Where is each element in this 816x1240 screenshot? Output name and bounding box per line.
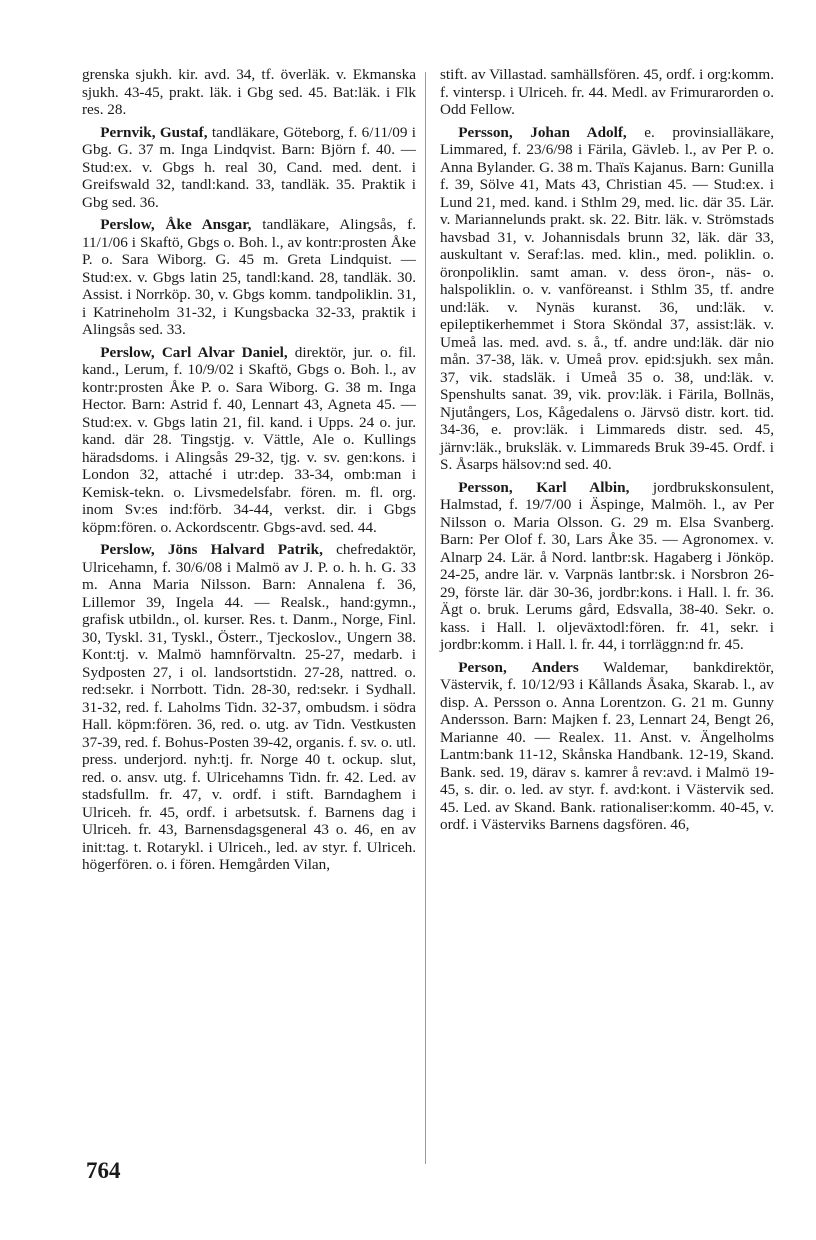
right-column [440,66,774,834]
entry-continued: grenska sjukh. kir. avd. 34, tf. överläk. v. Ekmanska sjukh. 43-45, prakt. läk. i Gbg sed. 45. Bat:läk. i Flk res. 28. [82,66,416,118]
entry-surname: Persson, [458,123,513,141]
entry-perslow-patrik [82,541,416,874]
entry-persson-albin [440,479,774,654]
entry-surname: Person, [458,658,507,676]
entry-surname: Persson, [458,478,513,496]
entry-text: Waldemar, bankdirektör, Västervik, f. 10/12/93 i Kållands Åsaka, Skarab. l., av disp. A. Persson o. Anna Lorentzon. G. 21 m. Gunny Andersson. Barn: Majken f. 23, Lennart 24, Bengt 26, Marianne 40. — Realex. 11. Anst. v. Ängelholms Lantm:bank 11-12, Skånska Handbank. 12-19, Skand. Bank. sed. 19, därav s. kamrer å rev:avd. i Malmö 19-45, s. dir. o. led. av styr. f. avd:kont. i Västervik sed. 45. Led. av Skand. Bank. rationaliser:komm. 40-45, v. ordf. i Västerviks Barnens dagsfören. 46, [440,658,774,833]
entry-text: tandläkare, Alingsås, f. 11/1/06 i Skaftö, Gbgs o. Boh. l., av kontr:prosten Åke P. o. Sara Wiborg. G. 45 m. Greta Lindquist. — Stud:ex. v. Gbgs latin 25, tandl:kand. 28, tandläk. 30. Assist. i Norrköp. 30, v. Gbgs komm. tandpoliklin. 31, i Katrineholm 31-32, i Kungsbacka 32-33, praktik i Alingsås sed. 33. [82,216,416,338]
entry-perslow-ake [82,216,416,339]
entry-text: e. provinsialläkare, Limmared, f. 23/6/98 i Färila, Gävleb. l., av Per P. o. Anna Bylander. G. 38 m. Thaïs Kajanus. Barn: Gunilla f. 39, Sölve 41, Mats 43, Christian 45. — Stud:ex. i Lund 21, med. kand. i Sthlm 29, med. lic. där 35. Lär. v. Mariannelunds prakt. sk. 22. Bitr. läk. v. Strömstads havsbad 31, v. Johannisdals brunn 32, läk. där 33, auskultant v. Seraf:las. med. klin., med. poliklin. o. öronpoliklin. samt aman. v. dess öron-, näs- o. halspoliklin. o. v. vanföreanst. i Sthlm 35, tf. andre und:läk. v. Nynäs kuranst. 36, und:läk. v. epileptikerhemmet i Stora Sköndal 37, assist:läk. v. Umeå las. med. avd. s. å., tf. andre und:läk. där nio mån. 37-38, läk. v. Umeå prov. epid:sjukh. sex mån. 37, vik. stadsläk. i Umeå 35 o. 38, und:läk. v. Spenshults sanat. 39, vik. prov:läk. i Färila, Bollnäs, Njutångers, Los, Kågedalens o. Järvsö distr. kort. tid. 34-36, e. prov:läk. i Limmareds distr. sed. 45, järnv:läk., bruksläk. v. Limmareds Bruk 39-45. Ordf. i S. Åsarps hälsov:nd sed. 40. [440,123,774,473]
entry-given-name: Johan Adolf, [530,123,627,141]
entry-person-anders [440,659,774,834]
entry-perslow-daniel [82,344,416,537]
entry-continued: stift. av Villastad. samhällsfören. 45, ordf. i org:komm. f. vintersp. i Ulriceh. fr. 44. Medl. av Frimurarorden o. Odd Fellow. [440,66,774,118]
entry-given-name: Carl Alvar Daniel, [161,343,288,361]
entry-text: direktör, jur. o. fil. kand., Lerum, f. 10/9/02 i Skaftö, Gbgs o. Boh. l., av kontr:prosten Åke P. o. Sara Wiborg. G. 38 m. Inga Hector. Barn: Astrid f. 40, Lennart 43, Agneta 45. — Stud:ex. v. Gbgs latin 21, fil. kand. i Upps. 24 o. jur. kand. där 28. Tingstjg. v. Vättle, Ale o. Kullings häradsdoms. i Alingsås 29-32, tjg. v. sv. gen:kons. i London 32, attaché i utr:dep. 33-34, omb:man i Kemisk-tekn. o. Livsmedelsfabr. fören. m. fl. org. inom Sv:es ind:förb. 34-44, verkst. dir. i Gbgs köpm:fören. o. Ackordscentr. Gbgs-avd. sed. 44. [82,343,417,536]
entry-given-name: Jöns Halvard Patrik, [167,541,323,558]
page-number: 764 [86,1158,121,1183]
entry-given-name: Anders [531,658,579,676]
entry-given-name: Karl Albin, [536,478,630,496]
entry-text: jordbrukskonsulent, Halmstad, f. 19/7/00 i Äspinge, Malmöh. l., av Per Nilsson o. Maria Olsson. G. 29 m. Elsa Svanberg. Barn: Per Olof f. 30, Lars Åke 35. — Agronomex. v. Alnarp 24. Lär. å Nord. lantbr:sk. Hagaberg i Jönköp. 24-25, andre lär. v. Varpnäs lantbr:sk. i Norsbron 26-29, förste lär. där 30-36, jordbr:kons. i Hall. l. fr. 36. Ägt o. bruk. Lerums gård, Edsvalla, 38-40. Sekr. o. kass. i Hall. l. oljeväxtodl:fören. fr. 41, sekr. i jordbr:komm. i Hall. l. fr. 44, i torrläggn:nd fr. 45. [440,478,774,653]
entry-text: tandläkare, Göteborg, f. 6/11/09 i Gbg. G. 37 m. Inga Lindqvist. Barn: Björn f. 40. — Stud:ex. v. Gbgs h. real 30, Cand. med. dent. i Greifswald 32, tandl:kand. 33, tandläk. 35. Praktik i Gbg sed. 36. [82,123,416,211]
entry-surname: Perslow, [100,541,155,558]
entry-given-name: Gustaf, [159,123,208,141]
left-column [82,66,416,874]
entry-surname: Perslow, [100,216,155,233]
entry-given-name: Åke Ansgar, [165,216,252,233]
entry-surname: Perslow, [100,343,155,361]
entry-pernvik-gustaf [82,124,416,212]
entry-persson-adolf [440,124,774,474]
column-divider [425,72,426,1164]
entry-surname: Pernvik, [100,123,156,141]
entry-text: chefredaktör, Ulricehamn, f. 30/6/08 i Malmö av J. P. o. h. h. G. 33 m. Anna Maria Nilsson. Barn: Annalena f. 36, Lillemor 39, Ingela 44. — Realsk., hand:gymn., grafisk utbildn., ol. kurser. Res. t. Danm., Norge, Finl. 30, Tyskl. 31, Tyskl., Österr., Tjeckoslov., Ungern 38. Kont:tj. v. Malmö hamnförvaltn. 25-27, medarb. i Sydposten 27, i ol. landsortstidn. 27-28, nattred. o. red:sekr. i Norrbott. Tidn. 28-30, red:sekr. i Sydhall. 31-32, red. f. Laholms Tidn. 32-37, ombudsm. i södra Hall. köpm:fören. 36, red. o. utg. av Tidn. Vestkusten 37-39, red. f. Bohus-Posten 39-42, organis. f. sv. o. utl. press. underjord. nyh:tj. fr. Norge 40 t. ockup. slut, red. o. ansv. utg. f. Ulricehamns Tidn. fr. 42. Led. av stadsfullm. fr. 47, v. ordf. i stift. Barndaghem i Ulriceh. fr. 45, ordf. i arbetsutsk. f. Barnens dag i Ulriceh. fr. 43, Barnensdagsgeneral 43 o. 46, en av init:tag. t. Rotarykl. i Ulriceh., led. av styr. f. Ulriceh. högerfören. o. i fören. Hemgården Vilan, [82,541,416,873]
